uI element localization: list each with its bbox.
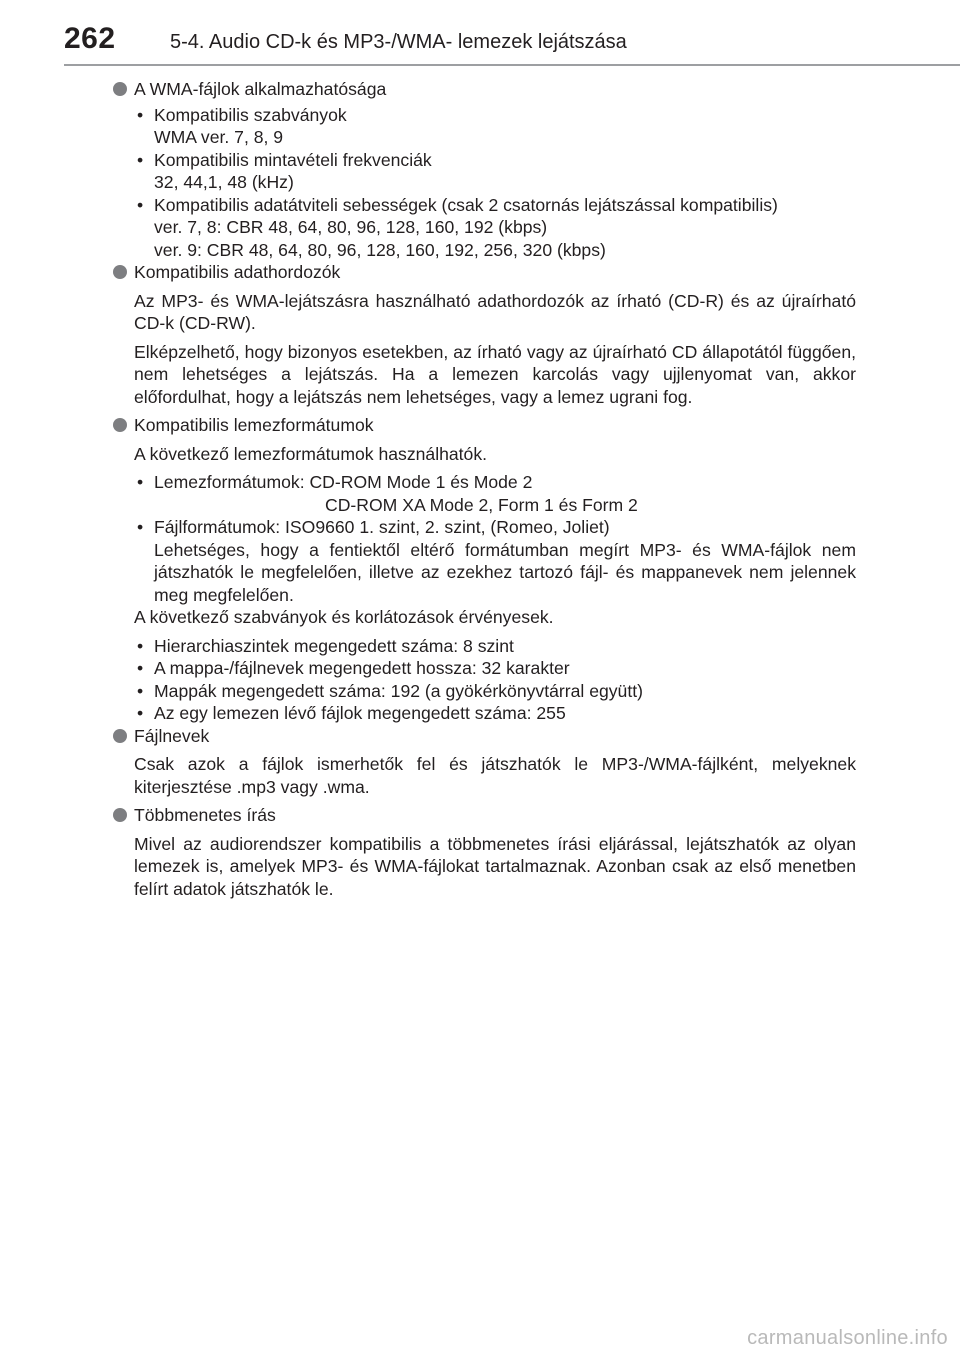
- bullet-list: [134, 104, 856, 262]
- section-bullet-icon: [113, 265, 127, 279]
- bullet-list: [134, 635, 856, 725]
- list-item-label: • Fájlformátumok: ISO9660 1. szint, 2. szint, (Romeo, Joliet): [154, 517, 610, 537]
- bullet-list: [134, 471, 856, 606]
- section-title-text: Fájlnevek: [134, 725, 210, 746]
- header-rule: [64, 64, 960, 66]
- section-title: [134, 804, 856, 827]
- list-item-label: • Kompatibilis mintavételi frekvenciák: [154, 149, 432, 170]
- section-bullet-icon: [113, 418, 127, 432]
- section-title: [134, 78, 856, 101]
- list-item: [134, 104, 856, 149]
- paragraph: Mivel az audiorendszer kompatibilis a többmenetes írási eljárással, lejátszhatók az olyan lemezek is, amelyek MP3- és WMA-fájlokat tartalmaznak. Azonban csak az első menetben felírt adatok játszhatók le.: [134, 833, 856, 899]
- section-wma-applicability: [114, 78, 856, 261]
- section-title: [134, 725, 856, 748]
- section-disc-formats: [114, 414, 856, 725]
- section-title: [134, 414, 856, 437]
- page-content: [114, 78, 856, 906]
- list-item: [134, 149, 856, 194]
- list-item-label: • Kompatibilis adatátviteli sebességek (csak 2 csatornás lejátszással kompatibilis): [154, 194, 778, 215]
- section-bullet-icon: [113, 729, 127, 743]
- section-title-text: Kompatibilis lemezformátumok: [134, 415, 374, 435]
- chapter-title: 5-4. Audio CD-k és MP3-/WMA- lemezek lejátszása: [170, 31, 627, 53]
- list-item-note: Lehetséges, hogy a fentiektől eltérő formátumban megírt MP3- és WMA-fájlok nem játszhatók le megfelelően, illetve az ezekhez tartozó fájl- és mappanevek nem jelennek meg megfelelően.: [154, 539, 856, 605]
- list-item: [134, 516, 856, 606]
- list-item-value: ver. 7, 8: CBR 48, 64, 80, 96, 128, 160, 192 (kbps): [154, 217, 548, 237]
- watermark: carmanualsonline.info: [747, 1327, 948, 1349]
- section-file-names: [114, 725, 856, 799]
- list-item-value: 32, 44,1, 48 (kHz): [154, 172, 294, 192]
- paragraph: Elképzelhető, hogy bizonyos esetekben, az írható vagy az újraírható CD állapotától függően, nem lehetséges a lejátszás. Ha a lemezen karcolás vagy ujjlenyomat van, akkor előfordulhat, hogy a lejátszás nem lehetséges, vagy a lemez ugrani fog.: [134, 341, 856, 407]
- list-item: • Az egy lemezen lévő fájlok megengedett száma: 255: [134, 702, 856, 725]
- list-item-label: • Lemezformátumok: CD-ROM Mode 1 és Mode 2: [154, 472, 533, 492]
- list-item: [134, 194, 856, 262]
- list-item: [134, 471, 856, 516]
- list-item-label: • Kompatibilis szabványok: [154, 104, 347, 125]
- section-compatible-media: [114, 261, 856, 408]
- list-item: • Mappák megengedett száma: 192 (a gyökérkönyvtárral együtt): [134, 680, 856, 703]
- paragraph: Az MP3- és WMA-lejátszásra használható adathordozók az írható (CD-R) és az újraírható CD-k (CD-RW).: [134, 290, 856, 333]
- paragraph: A következő szabványok és korlátozások érvényesek.: [134, 607, 554, 627]
- list-item: • Hierarchiaszintek megengedett száma: 8 szint: [134, 635, 856, 658]
- page-header: [0, 0, 960, 64]
- section-title-text: Kompatibilis adathordozók: [134, 262, 341, 282]
- section-bullet-icon: [113, 82, 127, 96]
- page-number: 262: [64, 22, 116, 55]
- section-title-text: Többmenetes írás: [134, 805, 276, 825]
- section-bullet-icon: [113, 808, 127, 822]
- list-item-value: CD-ROM XA Mode 2, Form 1 és Form 2: [325, 494, 638, 515]
- paragraph: A következő lemezformátumok használhatók.: [134, 443, 488, 464]
- list-item-value: WMA ver. 7, 8, 9: [154, 127, 284, 147]
- paragraph: Csak azok a fájlok ismerhetők fel és játszhatók le MP3-/WMA-fájlként, melyeknek kiterjesztése .mp3 vagy .wma.: [134, 754, 856, 797]
- list-item: • A mappa-/fájlnevek megengedett hossza: 32 karakter: [134, 657, 856, 680]
- list-item-value: ver. 9: CBR 48, 64, 80, 96, 128, 160, 192, 256, 320 (kbps): [154, 239, 606, 260]
- section-title: [134, 261, 856, 284]
- section-title-text: A WMA-fájlok alkalmazhatósága: [134, 79, 387, 99]
- section-multisession: [114, 804, 856, 900]
